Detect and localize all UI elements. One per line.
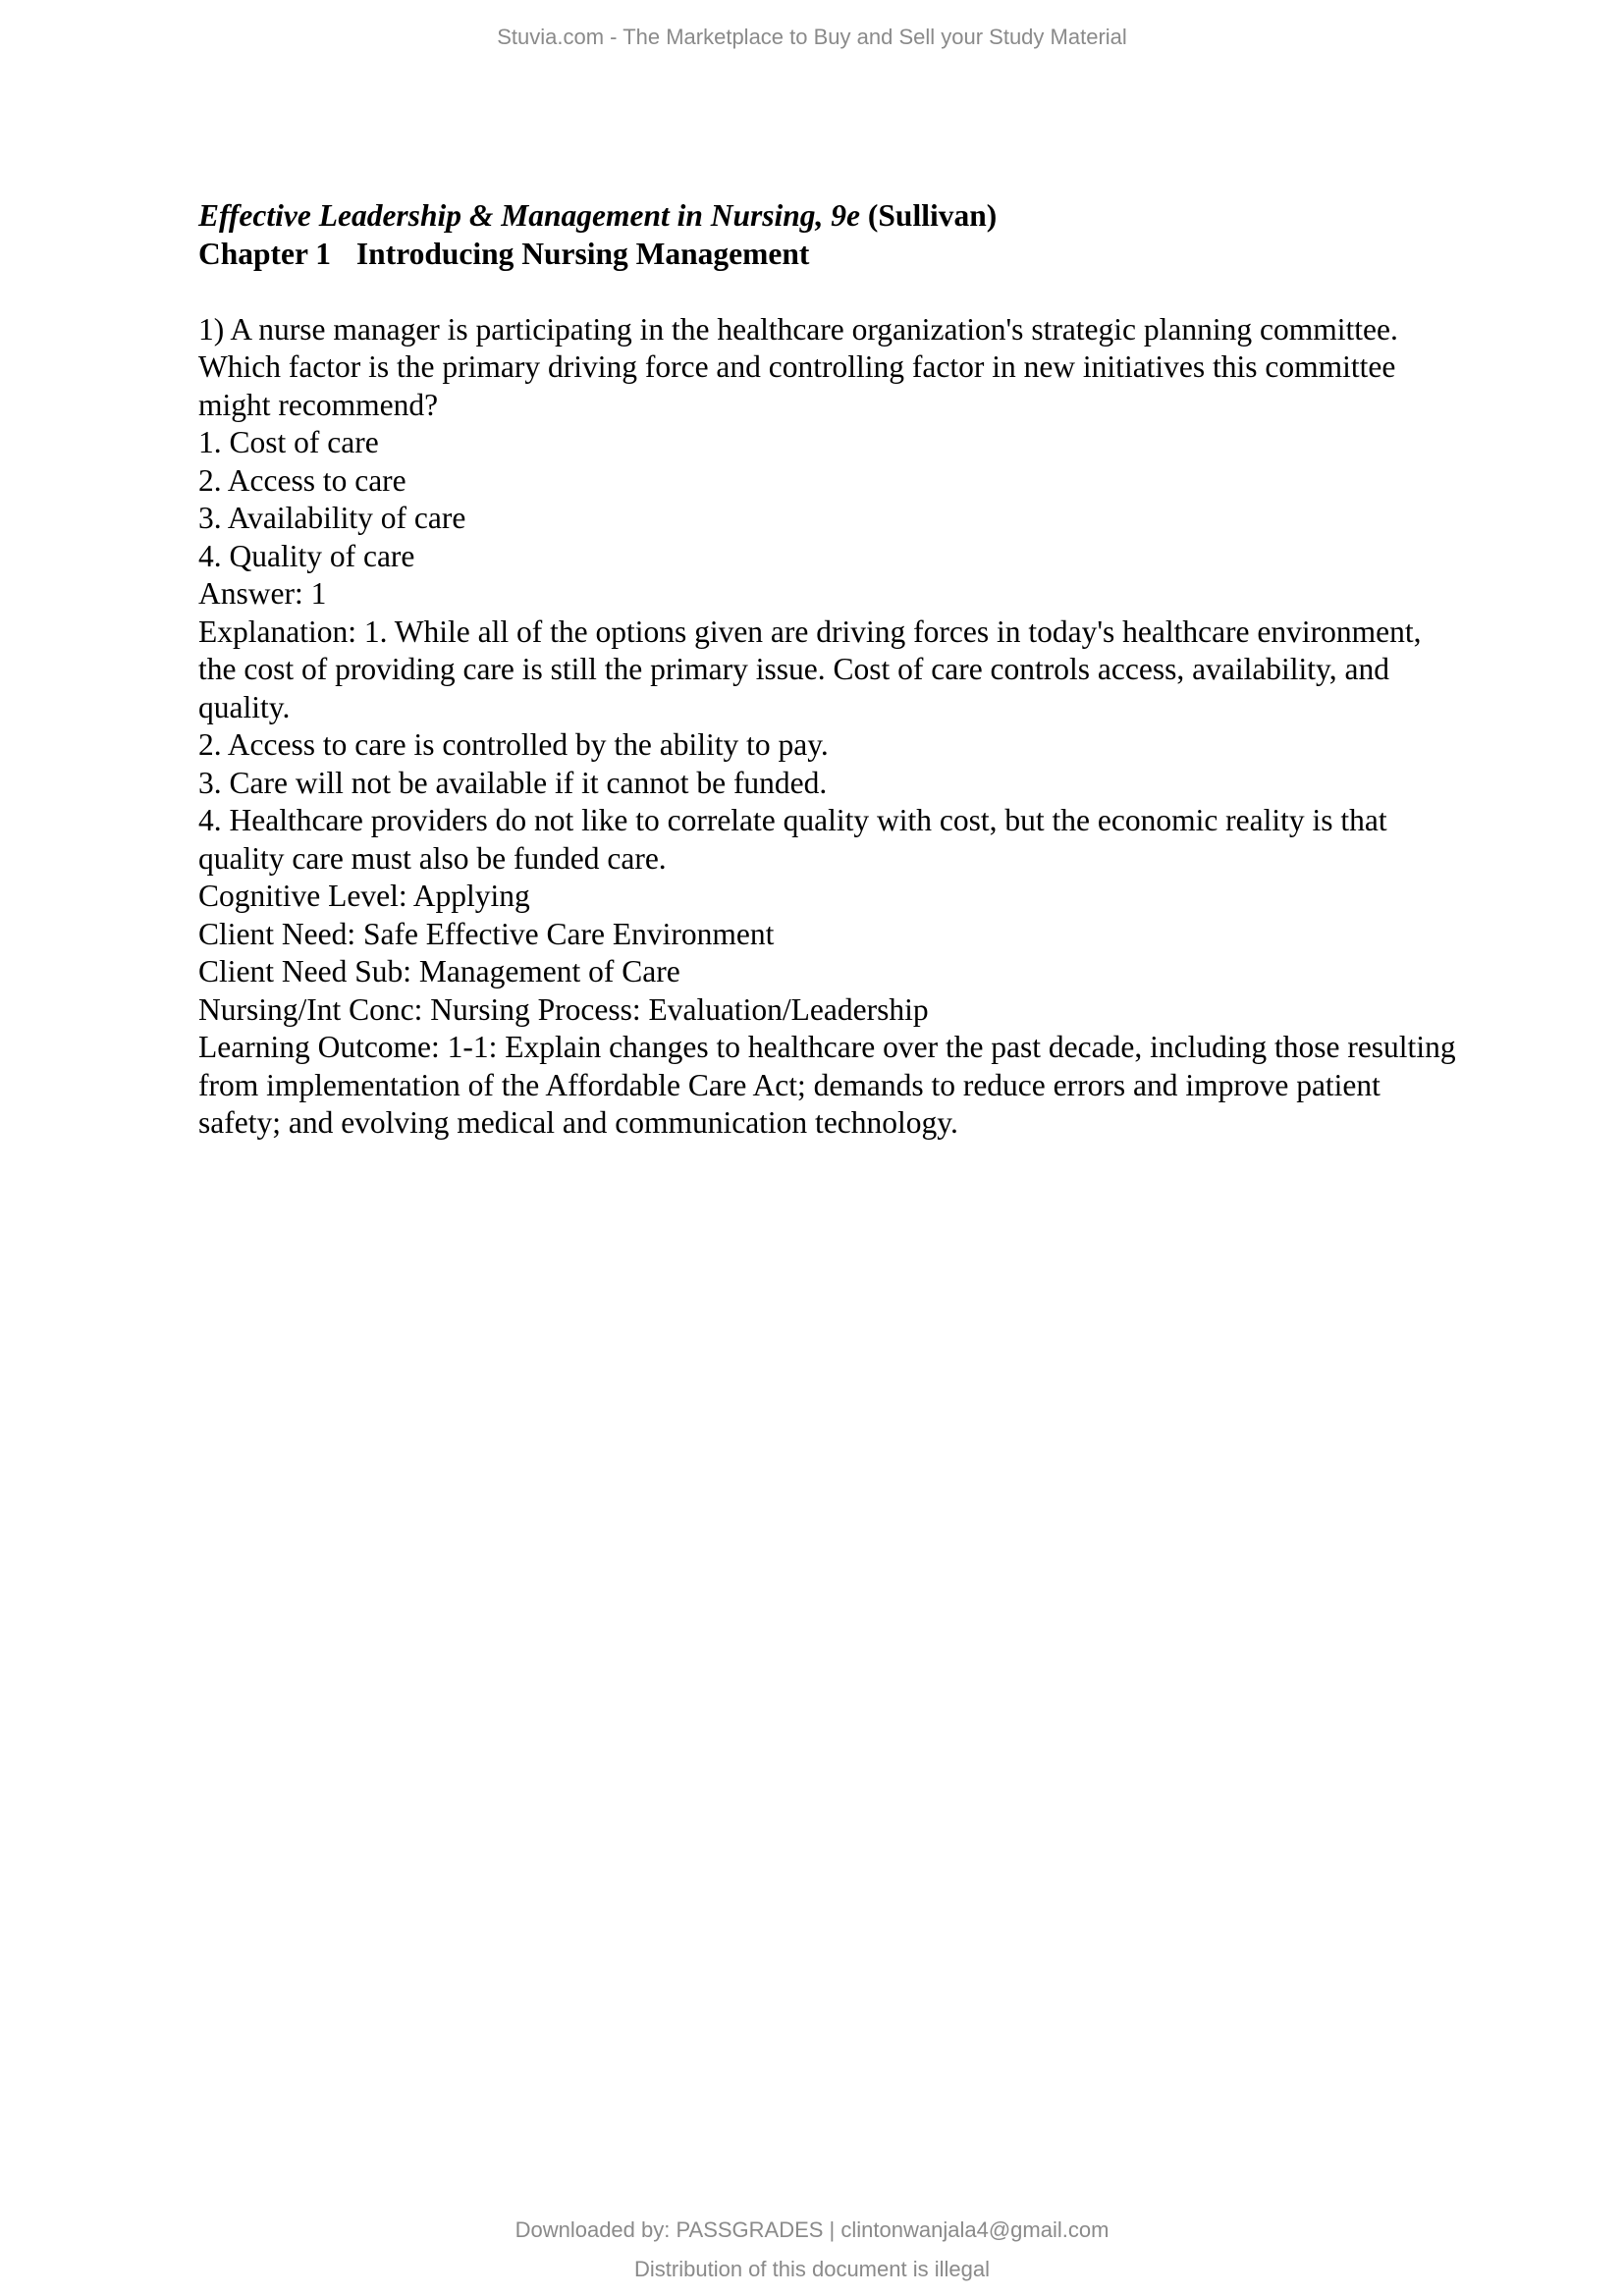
stuvia-banner: Stuvia.com - The Marketplace to Buy and Sell your Study Material bbox=[497, 25, 1127, 49]
document-body bbox=[198, 197, 1465, 1143]
chapter-number: Chapter 1 bbox=[198, 236, 332, 271]
chapter-title: Introducing Nursing Management bbox=[355, 236, 810, 271]
learning-outcome: Learning Outcome: 1-1: Explain changes to healthcare over the past decade, including those resulting from implementation of the Affordable Care Act; demands to reduce errors and improve patient safety; and evolving medical and communication technology. bbox=[198, 1030, 1456, 1140]
explanation-item: 4. Healthcare providers do not like to correlate quality with cost, but the economic reality is that quality care must also be funded care. bbox=[198, 803, 1387, 876]
book-heading bbox=[198, 197, 1465, 236]
distribution-footer: Distribution of this document is illegal bbox=[634, 2257, 990, 2281]
book-title: Effective Leadership & Management in Nursing, 9e bbox=[198, 198, 861, 233]
book-author: (Sullivan) bbox=[867, 198, 998, 233]
explanation-item: 2. Access to care is controlled by the ability to pay. bbox=[198, 727, 829, 762]
option-item: 1. Cost of care bbox=[198, 425, 379, 459]
question-text: 1) A nurse manager is participating in the healthcare organization's strategic planning committee. Which factor is the primary driving force and controlling factor in new initiatives this committee might recommend? bbox=[198, 311, 1398, 422]
answer-line: Answer: 1 bbox=[198, 576, 327, 611]
downloaded-by-footer: Downloaded by: PASSGRADES | clintonwanjala4@gmail.com bbox=[514, 2217, 1110, 2242]
client-need: Client Need: Safe Effective Care Environment bbox=[198, 916, 775, 951]
explanation-text: Explanation: 1. While all of the options given are driving forces in today's healthcare environment, the cost of providing care is still the primary issue. Cost of care controls access, availability, and quality. bbox=[198, 614, 1422, 724]
chapter-heading bbox=[198, 236, 1465, 274]
explanation-item: 3. Care will not be available if it cannot be funded. bbox=[198, 765, 828, 800]
option-item: 3. Availability of care bbox=[198, 501, 466, 535]
option-item: 2. Access to care bbox=[198, 462, 406, 498]
cognitive-level: Cognitive Level: Applying bbox=[198, 879, 530, 913]
option-item: 4. Quality of care bbox=[198, 538, 415, 573]
client-need-sub: Client Need Sub: Management of Care bbox=[198, 954, 680, 988]
nursing-int-conc: Nursing/Int Conc: Nursing Process: Evaluation/Leadership bbox=[198, 991, 929, 1027]
